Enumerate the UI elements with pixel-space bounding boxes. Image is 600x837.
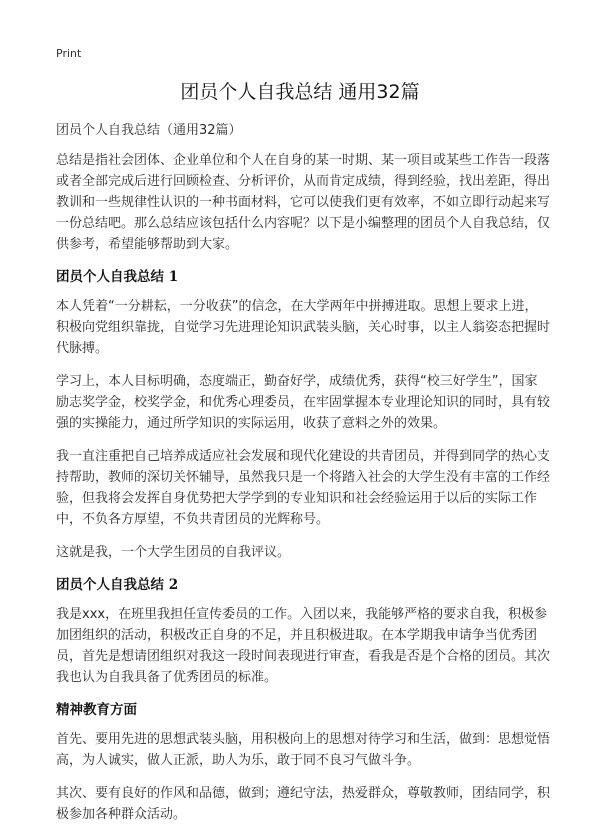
section-heading-1: 团员个人自我总结 1 [56,269,179,285]
section-3-paragraph-2: 其次、要有良好的作风和品德，做到；遵纪守法，热爱群众，尊敬教师，团结同学，积极参加各种群众活动。 [56,786,551,822]
document-body [56,120,550,837]
section-1-paragraph-4: 这就是我，一个大学生团员的自我评议。 [56,545,291,560]
intro-paragraph: 总结是指社会团体、企业单位和个人在自身的某一时期、某一项目或某些工作告一段落或者全部完成后进行回顾检查、分析评价，从而肯定成绩，得到经验，找出差距，得出教训和一些规律性认识的一种书面材料，它可以使我们更有效率，不如立即行动起来写一份总结吧。那么总结应该包括什么内容呢？以下是小编整理的团员个人自我总结，仅供参考，希望能够帮助到大家。 [56,153,551,252]
print-link[interactable]: Print [56,47,82,60]
section-2-paragraph-1: 我是xxx，在班里我担任宣传委员的工作。入团以来，我能够严格的要求自我，积极参加团组织的活动，积极改正自身的不足，并且积极进取。在本学期我申请争当优秀团员，首先是想请团组织对我这一段时间表现进行审查，看我是否是个合格的团员。其次我也认为自我具备了优秀团员的标准。 [56,607,551,685]
section-3-paragraph-1: 首先、要用先进的思想武装头脑，用积极向上的思想对待学习和生活，做到：思想觉悟高，为人诚实，做人正派，助人为乐，敢于同不良习气做斗争。 [56,732,551,768]
section-1-paragraph-2: 学习上，本人目标明确，态度端正，勤奋好学，成绩优秀，获得“校三好学生”，国家励志奖学金，校奖学金，和优秀心理委员，在牢固掌握本专业理论知识的同时，具有较强的实操能力，通过所学知识的实际运用，收获了意料之外的效果。 [56,374,551,431]
section-1-paragraph-3: 我一直注重把自己培养成适应社会发展和现代化建设的共青团员，并得到同学的热心支持帮助，教师的深切关怀辅导，虽然我只是一个将踏入社会的大学生没有丰富的工作经验，但我将会发挥自身优势把大学学到的专业知识和社会经验运用于以后的实际工作中，不负各方厚望，不负共青团员的光辉称号。 [56,449,551,527]
document-title: 团员个人自我总结 通用32篇 [180,81,420,103]
section-heading-3: 精神教育方面 [56,702,137,718]
document-subtitle: 团员个人自我总结（通用32篇） [56,123,242,138]
section-1-paragraph-1: 本人凭着“一分耕耘，一分收获”的信念，在大学两年中拼搏进取。思想上要求上进，积极向党组织靠拢，自觉学习先进理论知识武装头脑，关心时事，以主人翁姿态把握时代脉搏。 [56,299,551,356]
section-heading-2: 团员个人自我总结 2 [56,577,179,593]
